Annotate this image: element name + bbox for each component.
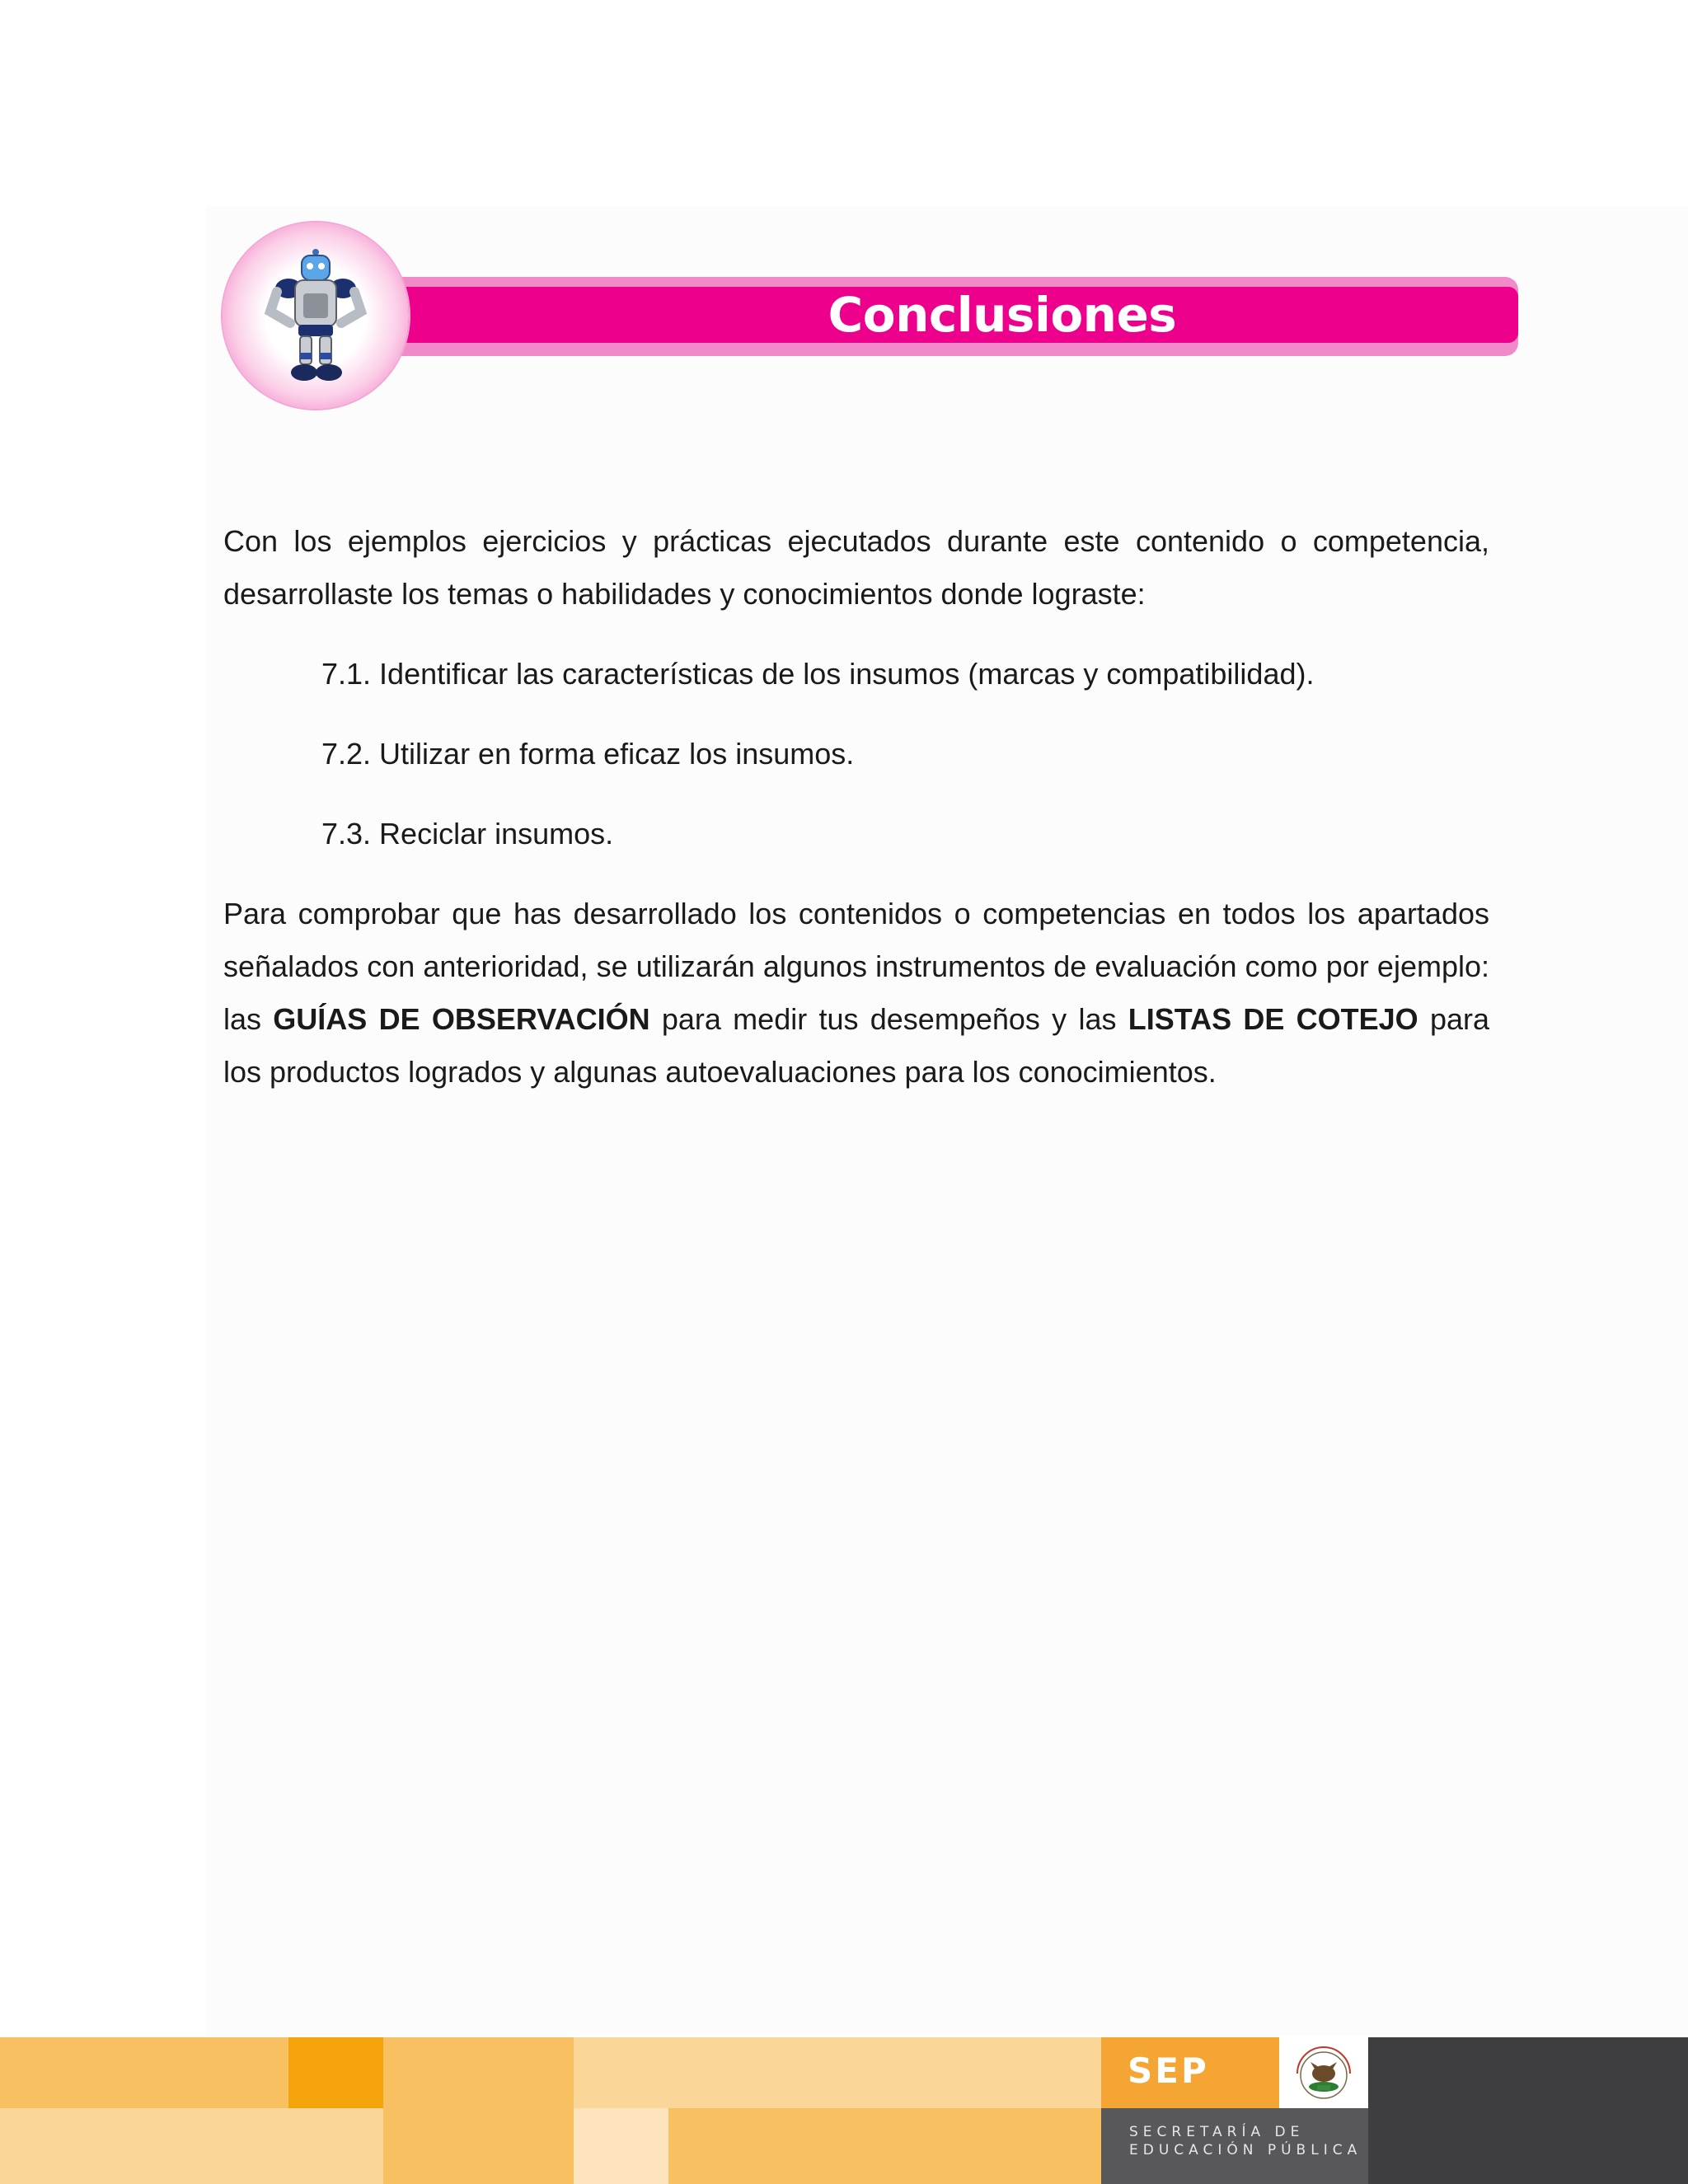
list-item: 7.1. Identificar las características de los insumos (marcas y compatibilidad). bbox=[321, 657, 1315, 691]
footer-block bbox=[0, 2108, 383, 2184]
footer-block bbox=[574, 2037, 1101, 2108]
sep-logo-text: SEP bbox=[1128, 2050, 1209, 2091]
list-item: 7.3. Reciclar insumos. bbox=[321, 817, 614, 851]
footer-block bbox=[288, 2037, 383, 2108]
closing-paragraph bbox=[223, 888, 1489, 1099]
footer bbox=[0, 2037, 1688, 2184]
footer-dark-block bbox=[1368, 2037, 1688, 2184]
closing-bold-2: LISTAS DE COTEJO bbox=[1128, 1002, 1418, 1036]
section-banner bbox=[387, 277, 1518, 356]
footer-block bbox=[668, 2108, 1101, 2184]
conclusions-body bbox=[223, 515, 1489, 1099]
closing-text-2: para medir tus desempeños y las bbox=[649, 1002, 1128, 1036]
footer-block bbox=[0, 2037, 288, 2108]
objectives-list bbox=[223, 648, 1489, 860]
robot-mascot-icon bbox=[223, 223, 409, 409]
footer-block bbox=[383, 2037, 574, 2108]
sep-name-strip bbox=[1101, 2108, 1368, 2184]
mexican-coat-of-arms-icon bbox=[1279, 2037, 1368, 2108]
intro-paragraph: Con los ejemplos ejercicios y prácticas ejecutados durante este contenido o competencia, desarrollaste los temas o habilidades y conocimientos donde lograste: bbox=[223, 524, 1489, 611]
closing-bold-1: GUÍAS DE OBSERVACIÓN bbox=[273, 1002, 650, 1036]
sep-subtitle-line-2: EDUCACIÓN PÚBLICA bbox=[1129, 2142, 1362, 2158]
sep-subtitle-line-1: SECRETARÍA DE bbox=[1129, 2124, 1305, 2140]
closing-text-1: Para comprobar que has desarrollado los contenidos o competencias en todos los apartados señalados con anterioridad, se utilizarán algunos instrumentos de evaluación como por ejemplo: las bbox=[223, 897, 1489, 1036]
sep-subtitle bbox=[1129, 2123, 1362, 2159]
sep-logo bbox=[1101, 2037, 1279, 2108]
banner-inner bbox=[387, 287, 1518, 343]
closing-text-3: para los productos logrados y algunas autoevaluaciones para los conocimientos. bbox=[223, 1002, 1489, 1089]
mascot-badge bbox=[223, 223, 409, 409]
footer-block bbox=[383, 2108, 574, 2184]
section-title: Conclusiones bbox=[828, 287, 1177, 343]
list-item: 7.2. Utilizar en forma eficaz los insumos. bbox=[321, 737, 855, 771]
footer-block bbox=[574, 2108, 668, 2184]
page-panel bbox=[206, 206, 1688, 2036]
